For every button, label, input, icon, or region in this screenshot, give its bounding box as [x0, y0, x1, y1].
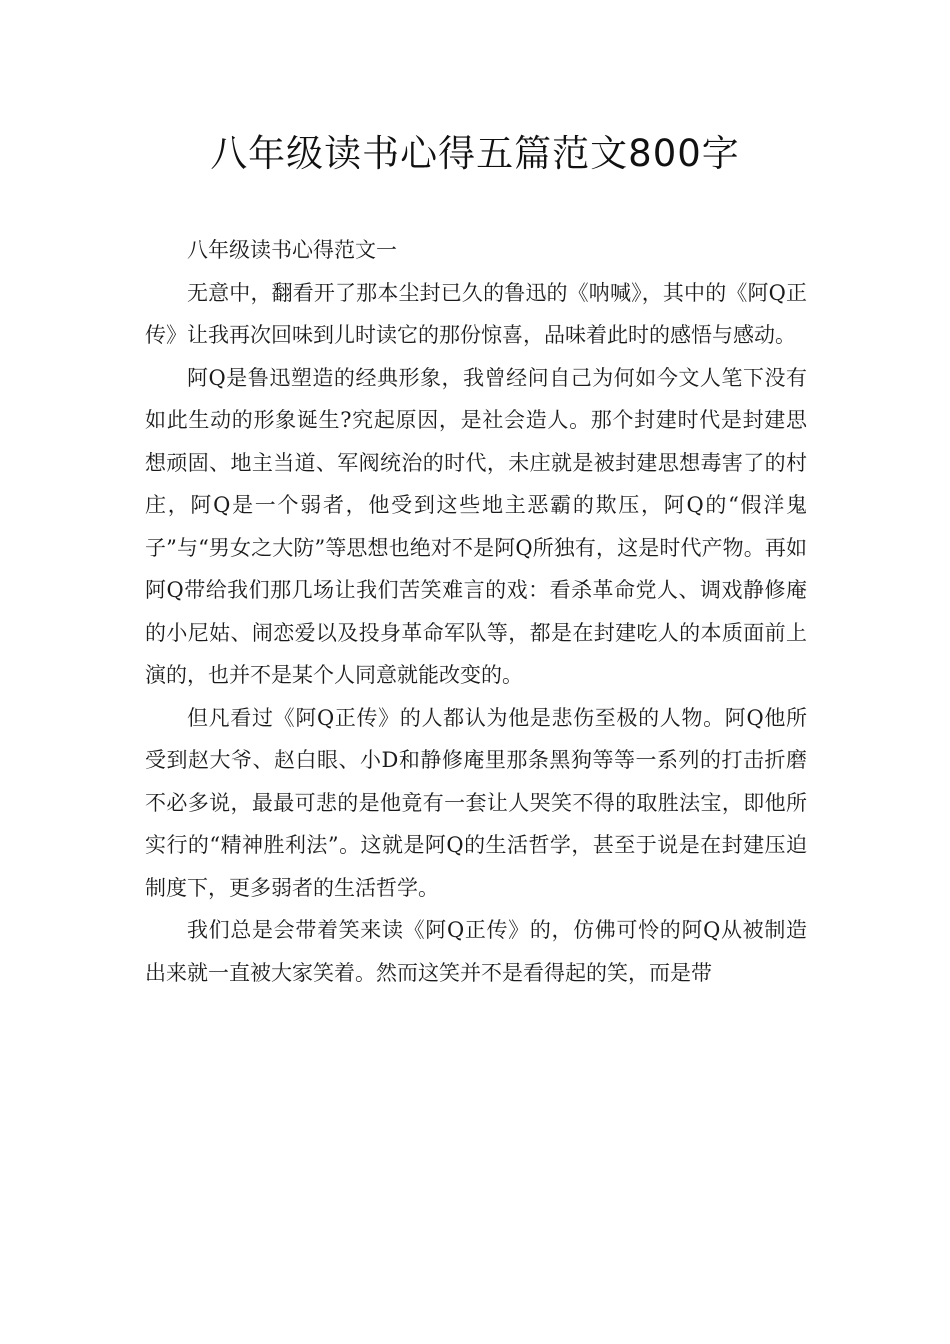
paragraph-4: 我们总是会带着笑来读《阿Q正传》的，仿佛可怜的阿Q从被制造出来就一直被大家笑着。然而这笑并不是看得起的笑，而是带 — [145, 918, 807, 985]
document-title: 八年级读书心得五篇范文800字 — [210, 132, 740, 175]
document-body — [145, 229, 807, 994]
paragraph-2: 阿Q是鲁迅塑造的经典形象，我曾经问自己为何如今文人笔下没有如此生动的形象诞生?究起原因，是社会造人。那个封建时代是封建思想顽固、地主当道、军阀统治的时代，未庄就是被封建思想毒害了的村庄，阿Q是一个弱者，他受到这些地主恶霸的欺压，阿Q的“假洋鬼子”与“男女之大防”等思想也绝对不是阿Q所独有，这是时代产物。再如阿Q带给我们那几场让我们苦笑难言的戏：看杀革命党人、调戏静修庵的小尼姑、闹恋爱以及投身革命军队等，都是在封建吃人的本质面前上演的，也并不是某个人同意就能改变的。 — [145, 365, 807, 687]
paragraph-1: 无意中，翻看开了那本尘封已久的鲁迅的《呐喊》，其中的《阿Q正传》让我再次回味到儿时读它的那份惊喜，品味着此时的感悟与感动。 — [145, 280, 807, 347]
paragraph-3: 但凡看过《阿Q正传》的人都认为他是悲伤至极的人物。阿Q他所受到赵大爷、赵白眼、小D和静修庵里那条黑狗等等一系列的打击折磨不必多说，最最可悲的是他竟有一套让人哭笑不得的取胜法宝，即他所实行的“精神胜利法”。这就是阿Q的生活哲学，甚至于说是在封建压迫制度下，更多弱者的生活哲学。 — [145, 705, 807, 900]
section-heading: 八年级读书心得范文一 — [187, 238, 397, 262]
